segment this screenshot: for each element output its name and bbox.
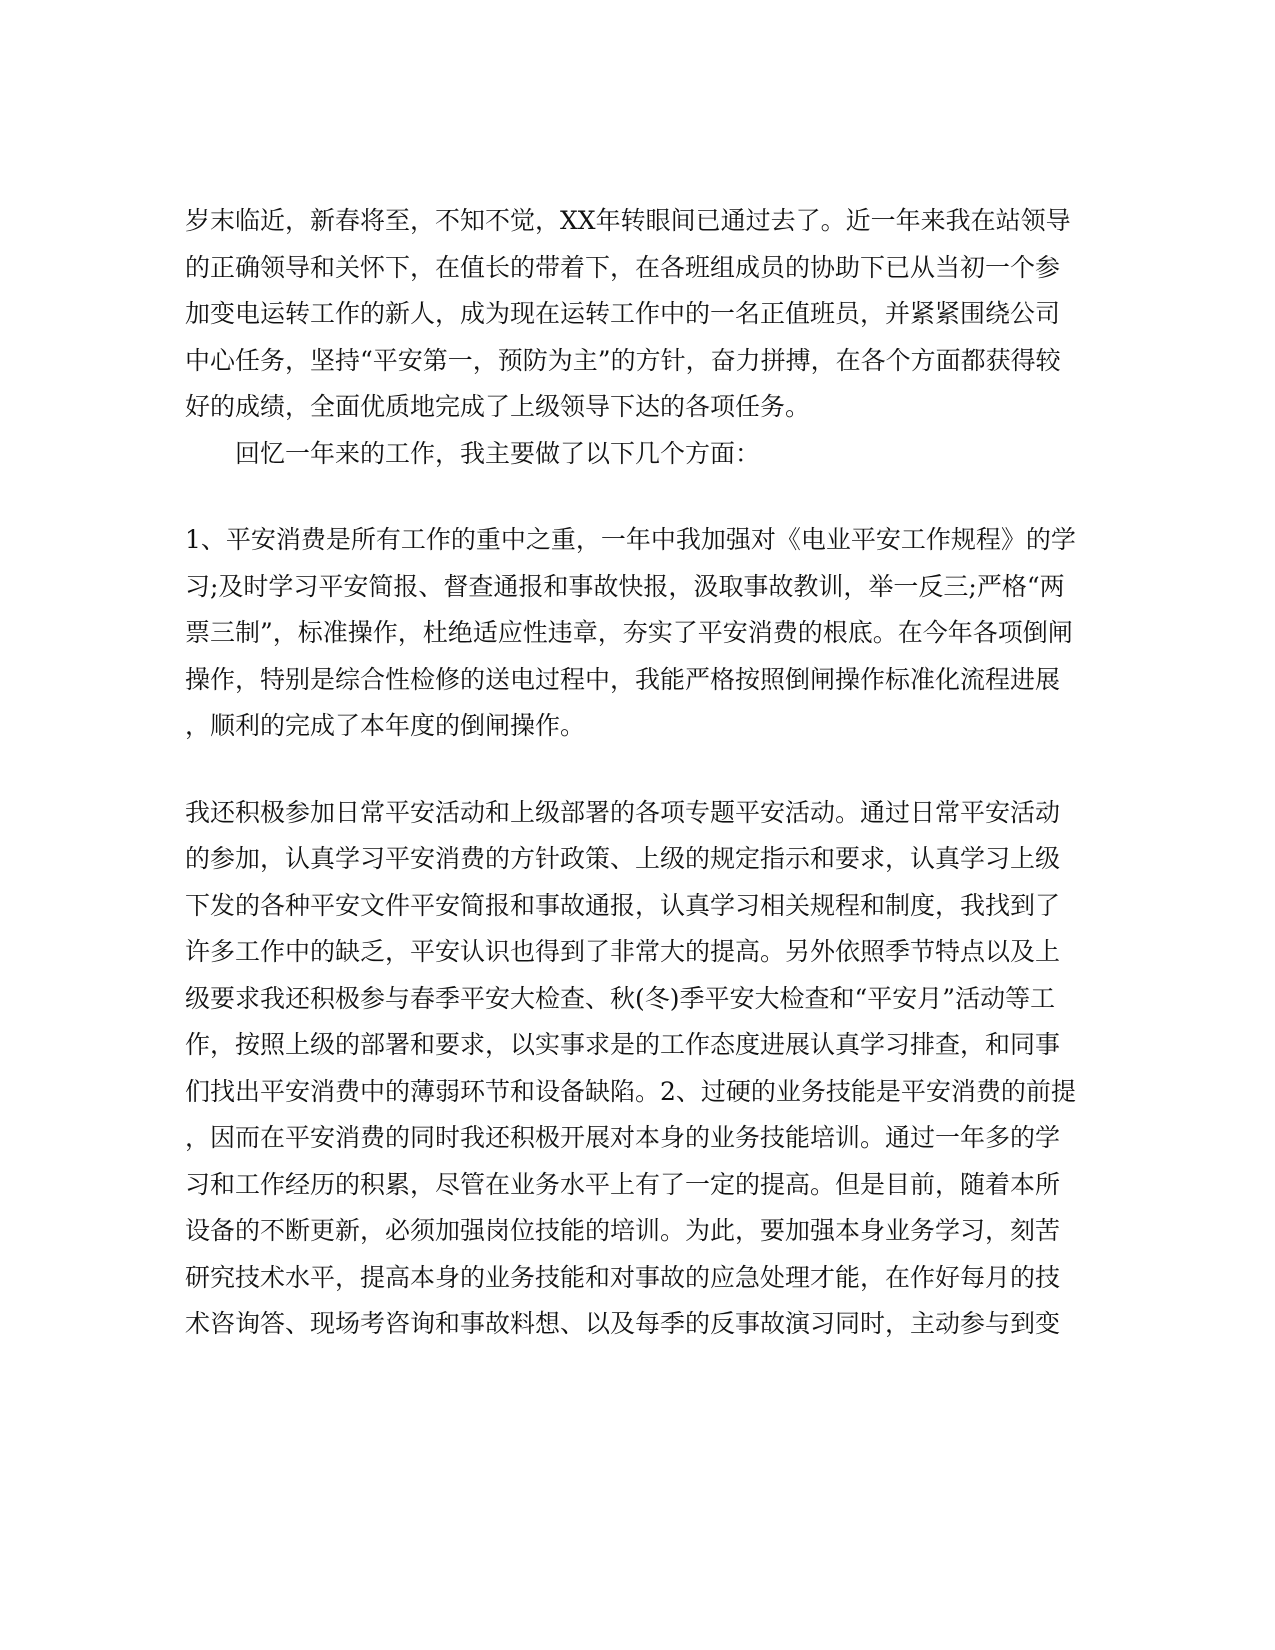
text-line: 术咨询答、现场考咨询和事故料想、以及每季的反事故演习同时，主动参与到变: [185, 1309, 1061, 1338]
text-line: 下发的各种平安文件平安简报和事故通报，认真学习相关规程和制度，我找到了: [185, 890, 1061, 920]
paragraph-review: [185, 431, 1085, 478]
text-line: 回忆一年来的工作，我主要做了以下几个方面：: [235, 438, 761, 468]
text-line: 票三制”，标准操作，杜绝适应性违章，夯实了平安消费的根底。在今年各项倒闸: [185, 618, 1073, 647]
text-line: 1、平安消费是所有工作的重中之重，一年中我加强对《电业平安工作规程》的学: [185, 525, 1076, 554]
paragraph-gap: [185, 750, 1085, 790]
text-line: ，因而在平安消费的同时我还积极开展对本身的业务技能培训。通过一年多的学: [185, 1123, 1061, 1152]
text-line: 级要求我还积极参与春季平安大检查、秋(冬)季平安大检查和“平安月”活动等工: [185, 983, 1056, 1013]
text-line: ，顺利的完成了本年度的倒闸操作。: [185, 711, 586, 740]
text-line: 岁末临近，新春将至，不知不觉，XX年转眼间已通过去了。近一年来我在站领导: [185, 206, 1071, 235]
text-line: 的参加，认真学习平安消费的方针政策、上级的规定指示和要求，认真学习上级: [185, 844, 1061, 873]
text-line: 我还积极参加日常平安活动和上级部署的各项专题平安活动。通过日常平安活动: [185, 797, 1061, 827]
text-line: 好的成绩，全面优质地完成了上级领导下达的各项任务。: [185, 392, 811, 421]
text-line: 习;及时学习平安简报、督查通报和事故快报，汲取事故教训，举一反三;严格“两: [185, 571, 1065, 601]
text-line: 加变电运转工作的新人，成为现在运转工作中的一名正值班员，并紧紧围绕公司: [185, 299, 1061, 328]
text-line: 研究技术水平，提高本身的业务技能和对事故的应急处理才能，在作好每月的技: [185, 1262, 1061, 1292]
text-line: 习和工作经历的积累，尽管在业务水平上有了一定的提高。但是目前，随着本所: [185, 1169, 1061, 1199]
text-line: 作，按照上级的部署和要求，以实事求是的工作态度进展认真学习排查，和同事: [185, 1030, 1061, 1059]
paragraph-gap: [185, 477, 1085, 517]
document-body: [185, 198, 1085, 1348]
text-line: 操作，特别是综合性检修的送电过程中，我能严格按照倒闸操作标准化流程进展: [185, 664, 1061, 694]
text-line: 设备的不断更新，必须加强岗位技能的培训。为此，要加强本身业务学习，刻苦: [185, 1216, 1061, 1245]
paragraph-activities: [185, 790, 1085, 1348]
text-line: 们找出平安消费中的薄弱环节和设备缺陷。2、过硬的业务技能是平安消费的前提: [185, 1076, 1076, 1106]
text-line: 中心任务，坚持“平安第一，预防为主”的方针，奋力拼搏，在各个方面都获得较: [185, 345, 1061, 375]
text-line: 许多工作中的缺乏，平安认识也得到了非常大的提高。另外依照季节特点以及上: [185, 937, 1061, 966]
text-line: 的正确领导和关怀下，在值长的带着下，在各班组成员的协助下已从当初一个参: [185, 252, 1061, 282]
paragraph-safety: [185, 517, 1085, 750]
paragraph-intro: [185, 198, 1085, 431]
